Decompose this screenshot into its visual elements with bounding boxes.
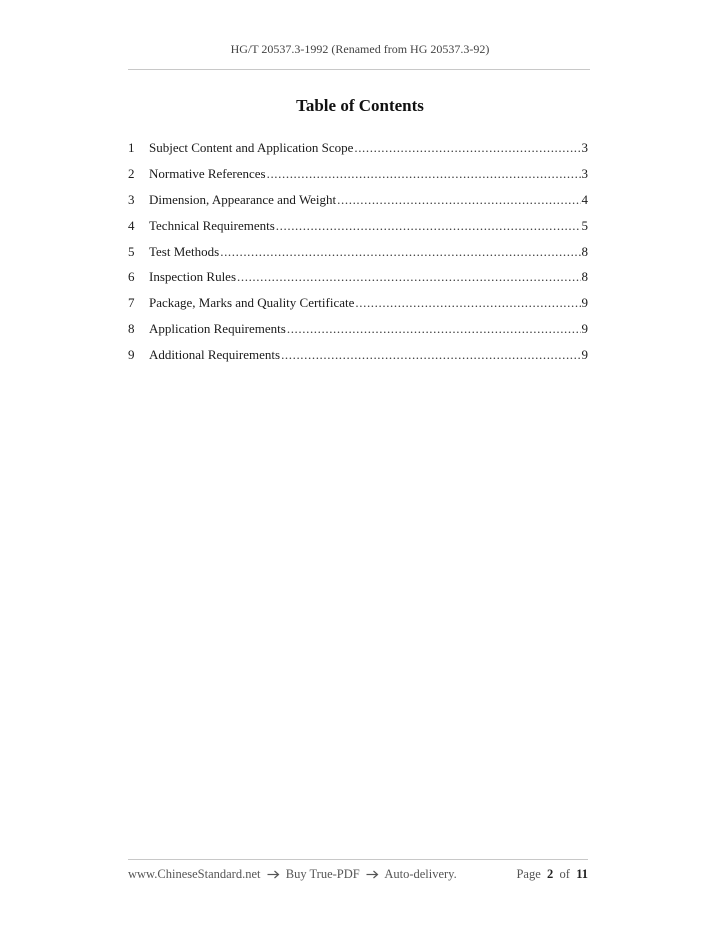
toc-entry[interactable] xyxy=(128,244,588,270)
toc-entry-number: 8 xyxy=(128,321,135,337)
toc-entry-number: 4 xyxy=(128,217,135,233)
toc-entry[interactable] xyxy=(128,347,588,373)
toc-entry-number: 5 xyxy=(128,243,135,259)
auto-delivery-text: Auto-delivery. xyxy=(384,867,457,881)
page-header: HG/T 20537.3-1992 (Renamed from HG 20537.3-92) xyxy=(230,42,490,56)
toc-entry[interactable] xyxy=(128,321,588,347)
toc-dot-leader xyxy=(220,244,580,260)
buy-true-pdf-text: Buy True-PDF xyxy=(285,867,360,881)
toc-entry-page: 8 xyxy=(581,243,588,259)
toc-entry-label: Subject Content and Application Scope xyxy=(149,140,354,155)
toc-entry-page: 8 xyxy=(581,269,588,285)
page-of-text: of xyxy=(559,867,570,881)
toc-entry[interactable] xyxy=(128,166,588,192)
toc-entry-number: 1 xyxy=(128,140,135,155)
toc-entry[interactable] xyxy=(128,295,588,321)
toc-entry-page: 9 xyxy=(581,347,588,363)
toc-entry-page: 3 xyxy=(581,140,588,155)
header-divider xyxy=(128,69,590,70)
toc-entry-label: Inspection Rules xyxy=(149,269,237,285)
toc-entry-page: 9 xyxy=(581,295,588,311)
toc-entry-number: 7 xyxy=(128,295,135,311)
toc-entry-label: Package, Marks and Quality Certificate xyxy=(149,295,355,311)
toc-dot-leader xyxy=(237,269,580,285)
toc-entry-page: 9 xyxy=(581,321,588,337)
toc-entry[interactable] xyxy=(128,218,588,244)
footer-promo xyxy=(128,867,457,882)
toc-entry-number: 2 xyxy=(128,165,135,181)
toc-title: Table of Contents xyxy=(296,96,424,115)
toc-entry[interactable] xyxy=(128,140,588,166)
toc-dot-leader xyxy=(354,140,580,156)
toc-dot-leader xyxy=(267,166,581,182)
website-link[interactable]: www.ChineseStandard.net xyxy=(128,867,261,881)
toc-dot-leader xyxy=(276,218,581,234)
toc-entry-label: Dimension, Appearance and Weight xyxy=(149,191,337,207)
toc-entry-number: 9 xyxy=(128,347,135,363)
toc-entry-label: Normative References xyxy=(149,165,266,181)
toc-entry-label: Additional Requirements xyxy=(149,347,281,363)
toc-entry-page: 4 xyxy=(581,191,588,207)
toc-entry-label: Application Requirements xyxy=(149,321,286,337)
toc-entry-label: Test Methods xyxy=(149,243,220,259)
toc-entry-page: 3 xyxy=(581,165,588,181)
toc-dot-leader xyxy=(281,347,580,363)
toc-entry[interactable] xyxy=(128,269,588,295)
arrow-right-icon xyxy=(267,870,280,879)
total-pages-number: 11 xyxy=(576,867,588,881)
toc-list xyxy=(128,140,588,373)
toc-dot-leader xyxy=(287,321,581,337)
current-page-number: 2 xyxy=(547,867,554,881)
arrow-right-icon xyxy=(366,870,379,879)
page-prefix: Page xyxy=(516,867,541,881)
toc-entry-number: 6 xyxy=(128,269,135,285)
page-indicator xyxy=(516,867,588,882)
toc-dot-leader xyxy=(337,192,580,208)
toc-entry-label: Technical Requirements xyxy=(149,217,275,233)
toc-dot-leader xyxy=(355,295,580,311)
toc-entry[interactable] xyxy=(128,192,588,218)
toc-entry-number: 3 xyxy=(128,191,135,207)
footer-divider xyxy=(128,859,588,860)
toc-entry-page: 5 xyxy=(581,217,588,233)
